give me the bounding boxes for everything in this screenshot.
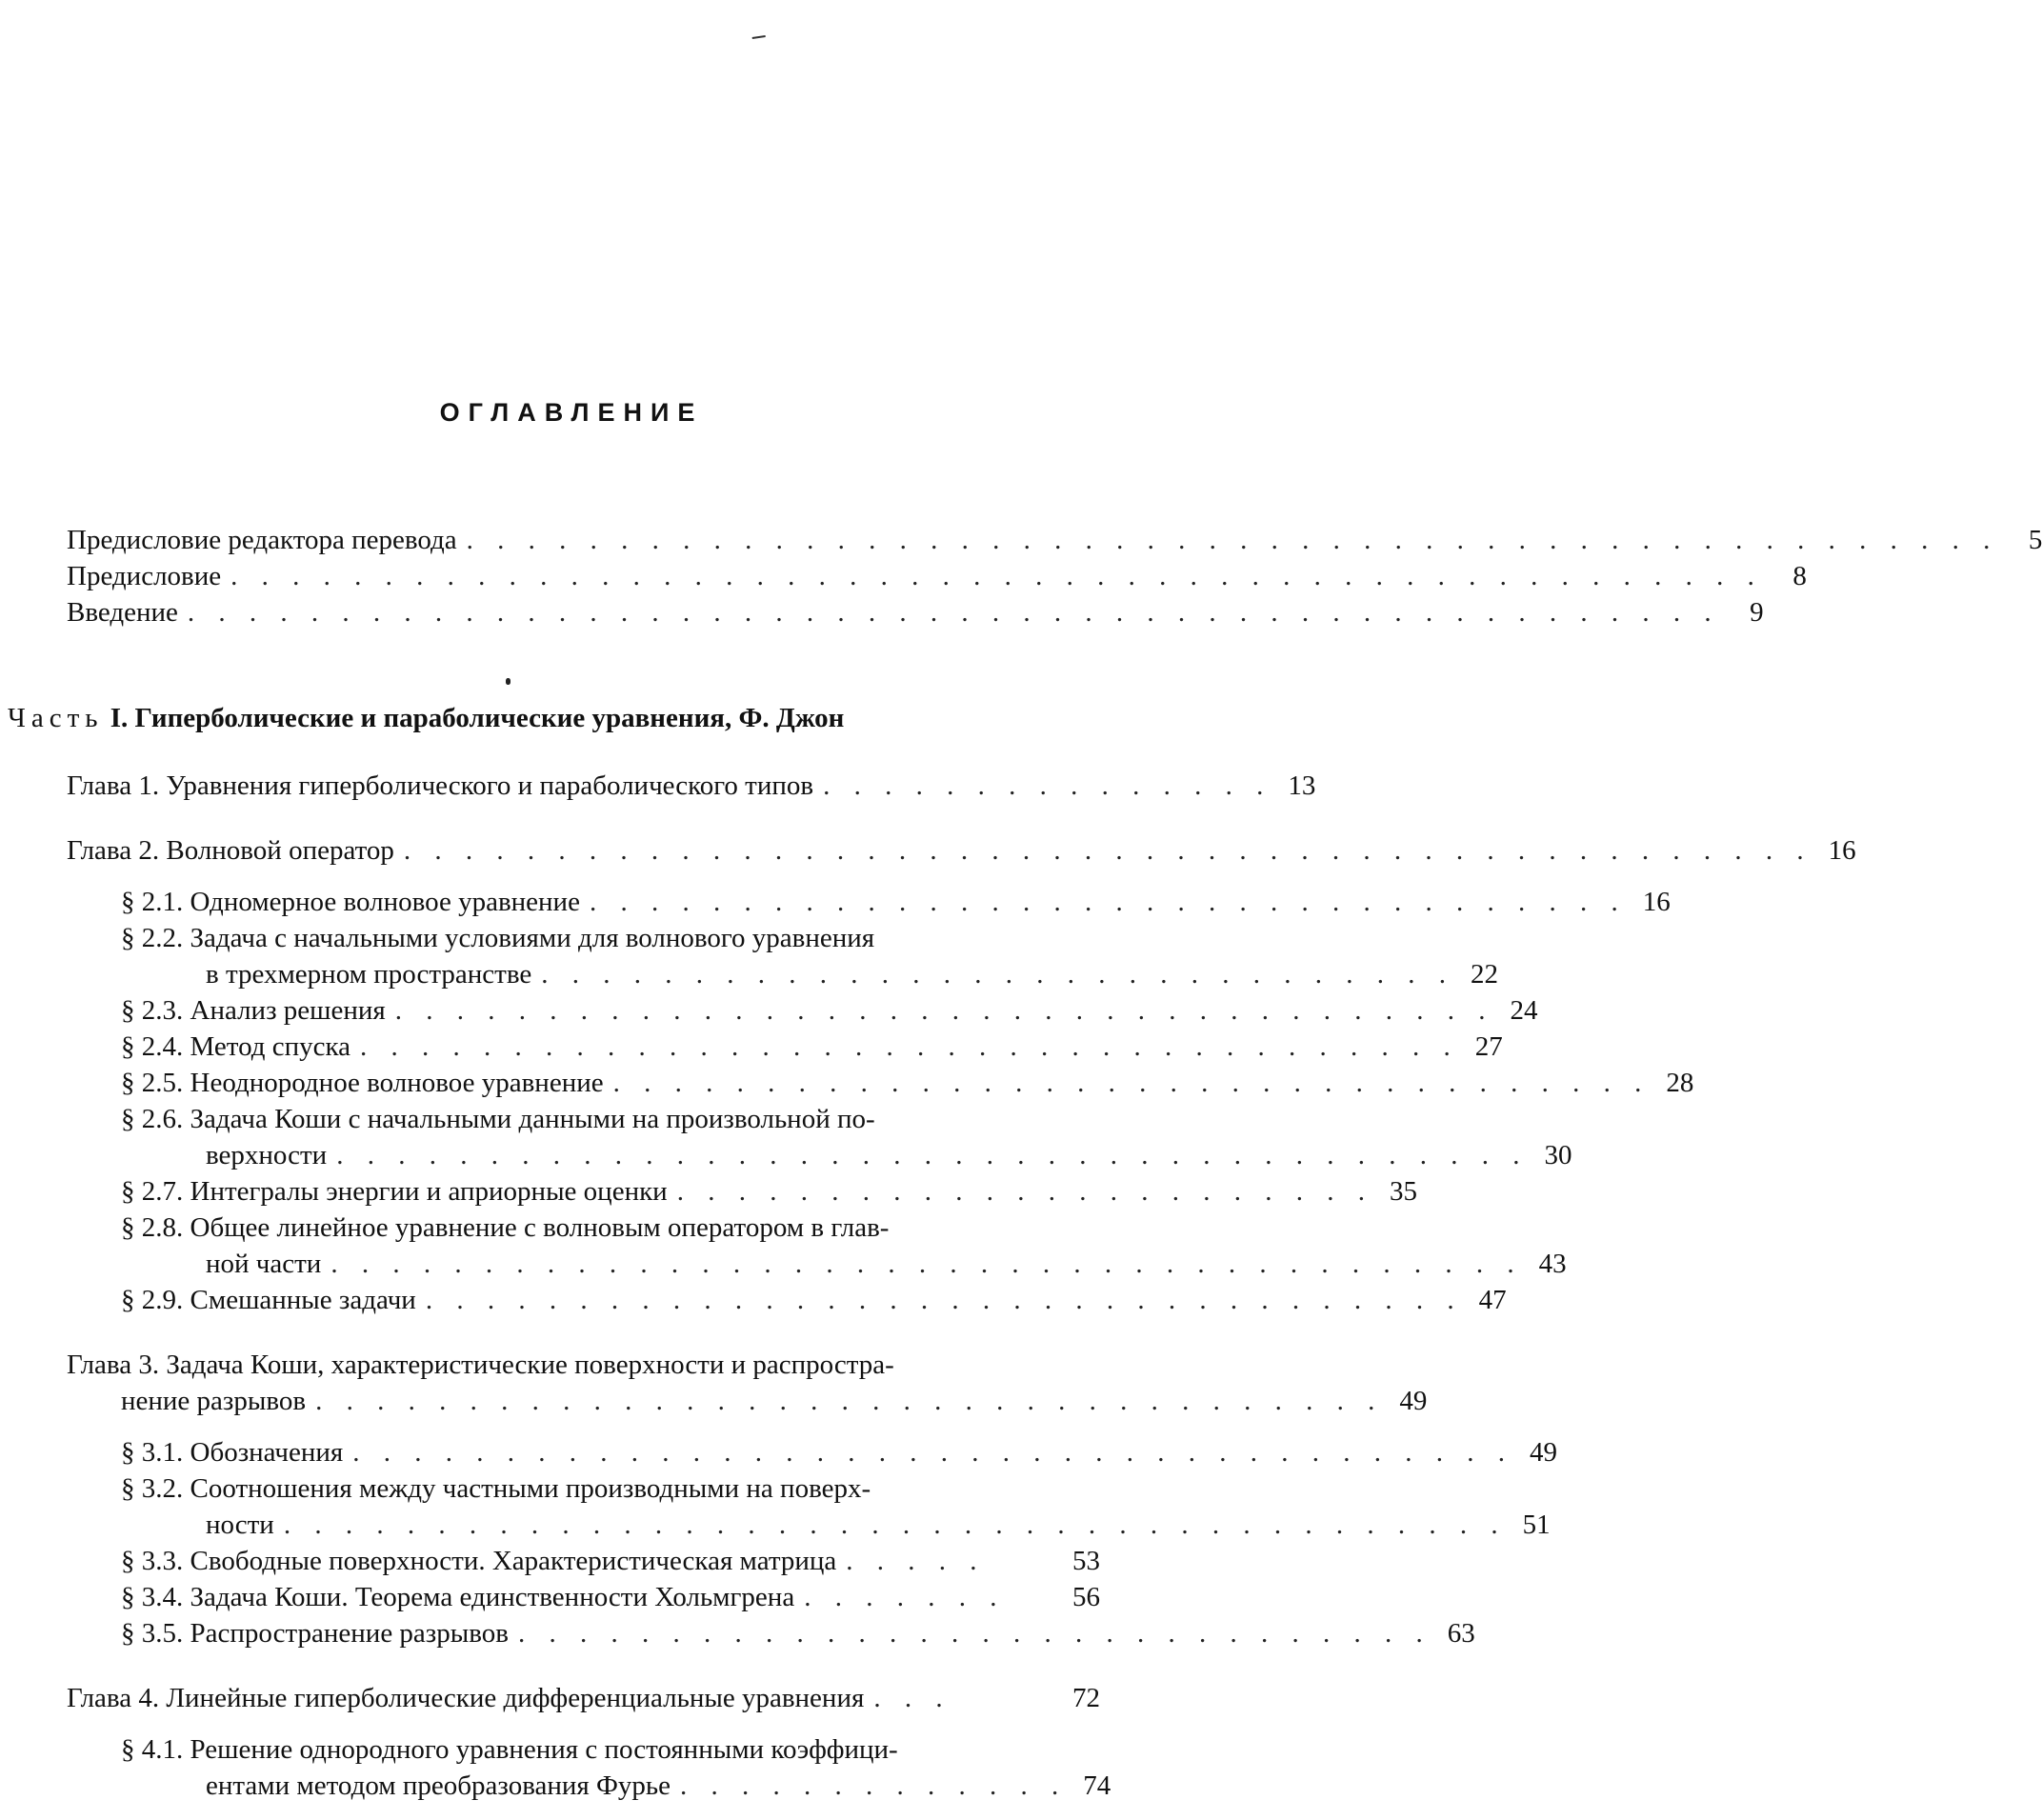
leader-dots: . . . . . . . . . . . . . . . . . . . . . . . . . . . . . . . . . . . . . .: [352, 1437, 1513, 1468]
toc-entry-label: Предисловие редактора перевода: [67, 525, 457, 555]
toc-entry-page: 8: [1792, 561, 1807, 591]
section-page: 47: [1478, 1285, 1507, 1315]
toc-chapter[interactable]: [121, 1383, 1428, 1419]
section-page: 43: [1538, 1249, 1567, 1279]
toc-section[interactable]: [121, 992, 1538, 1029]
toc-section[interactable]: [121, 1029, 1503, 1065]
chapter-label: нение разрывов: [121, 1386, 307, 1416]
leader-dots: . . .: [873, 1683, 951, 1713]
toc-section[interactable]: [206, 1246, 1567, 1282]
stray-dot: [506, 678, 510, 685]
section-label: ной части: [206, 1249, 322, 1279]
stray-mark: [752, 35, 767, 43]
section-label: § 2.5. Неоднородное волновое уравнение: [121, 1068, 604, 1098]
section-label: § 2.3. Анализ решения: [121, 995, 386, 1026]
page-title: ОГЛАВЛЕНИЕ: [439, 398, 704, 427]
section-label: § 2.1. Одномерное волновое уравнение: [121, 887, 580, 917]
section-label-line1[interactable]: § 2.8. Общее линейное уравнение с волновым оператором в глав-: [121, 1212, 890, 1243]
toc-section[interactable]: [121, 1173, 1417, 1210]
leader-dots: . . . . . . . . . . . . . . . . . . . . . . . . . . . . . . . . . . . . . . . . . . . . . . . . . .: [187, 597, 1720, 628]
chapter-page: 16: [1828, 835, 1856, 866]
leader-dots: . . . . . . . . . . . . . . . . . . . . . . . . . . . . . . . . . . . . . . . .: [283, 1510, 1507, 1540]
chapter-page: 13: [1288, 770, 1316, 801]
toc-entry[interactable]: [67, 594, 1764, 630]
toc-chapter[interactable]: [67, 1680, 1100, 1716]
toc-entry[interactable]: [67, 558, 1807, 594]
toc-entry-label: Введение: [67, 597, 178, 628]
part-prefix: Часть: [8, 703, 104, 733]
leader-dots: . . . . . . . . . . . . . . . . . . . . . . . . . . . . . . . . . . . . . . .: [336, 1140, 1529, 1170]
toc-chapter[interactable]: [67, 832, 1856, 869]
leader-dots: . . . . . . . . . . . . . . . . . . . . . . . . . . . . . . . . . . .: [315, 1386, 1384, 1416]
toc-section[interactable]: [121, 1282, 1507, 1318]
leader-dots: . . . . . . . . . . . . . . . . . . . . . . . . . . . . . . . . . . . . . . .: [330, 1249, 1523, 1279]
section-page: 35: [1389, 1176, 1417, 1207]
leader-dots: . . . . . . . . . . . . . . . . . . . . . . . . . . . . . . . . . .: [612, 1068, 1651, 1098]
chapter-page: 49: [1399, 1386, 1428, 1416]
leader-dots: . . . . . . . . . . . . . . . . . . . . . . . . . . . . . . . . . . . . . . . . . . . . . . . . . .: [230, 561, 1763, 591]
leader-dots: . . . . . . . . . . . . . . . . . . . . . . . . . . . . . . . . . . . . . . . . . . . . . . . . . .: [466, 525, 1999, 555]
section-label: § 2.4. Метод спуска: [121, 1031, 351, 1062]
toc-entry-page: 9: [1750, 597, 1764, 628]
section-page: 49: [1529, 1437, 1557, 1468]
part-heading[interactable]: [8, 703, 844, 734]
toc-section[interactable]: [206, 1137, 1572, 1173]
section-page: 56: [1072, 1582, 1100, 1612]
toc-section[interactable]: [206, 1768, 1111, 1804]
toc-chapter[interactable]: [67, 768, 1316, 804]
section-label: § 3.4. Задача Коши. Теорема единственности Хольмгрена: [121, 1582, 795, 1612]
toc-entry-label: Предисловие: [67, 561, 222, 591]
leader-dots: . . . . . . . . . . . . . . . . . . . . . . . . . . . . . . . . . . . .: [394, 995, 1494, 1026]
leader-dots: . . . . . . .: [804, 1582, 1006, 1612]
section-page: 30: [1544, 1140, 1572, 1170]
section-label: § 3.1. Обозначения: [121, 1437, 344, 1468]
chapter-label: Глава 1. Уравнения гиперболического и параболического типов: [67, 770, 814, 801]
chapter-label-line1[interactable]: Глава 3. Задача Коши, характеристические поверхности и распростра-: [67, 1350, 894, 1380]
toc-section[interactable]: [121, 1434, 1557, 1470]
chapter-label: Глава 2. Волновой оператор: [67, 835, 394, 866]
leader-dots: . . . . . . . . . . . . . . . . . . . . . . . . . . . . . . . . . . . . . . . . . . . . . .: [403, 835, 1812, 866]
section-label-line1[interactable]: § 2.2. Задача с начальными условиями для волнового уравнения: [121, 923, 875, 953]
toc-section[interactable]: [206, 1507, 1551, 1543]
toc-section[interactable]: [121, 1579, 1100, 1615]
section-page: 51: [1522, 1510, 1551, 1540]
toc-section[interactable]: [121, 1615, 1475, 1651]
leader-dots: . . . . . . . . . . . . . . . . . . . . . . .: [676, 1176, 1373, 1207]
section-label: § 2.9. Смешанные задачи: [121, 1285, 416, 1315]
toc-section[interactable]: [206, 956, 1498, 992]
leader-dots: . . . . .: [846, 1546, 986, 1576]
leader-dots: . . . . . . . . . . . . . . . . . . . . . . . . . . . . . . . . . .: [589, 887, 1627, 917]
section-page: 24: [1510, 995, 1538, 1026]
section-label-line1[interactable]: § 2.6. Задача Коши с начальными данными на произвольной по-: [121, 1104, 875, 1134]
section-page: 63: [1447, 1618, 1475, 1649]
section-label: в трехмерном пространстве: [206, 959, 532, 990]
chapter-page: 72: [1072, 1683, 1100, 1713]
toc-section[interactable]: [121, 1065, 1694, 1101]
section-page: 74: [1083, 1770, 1111, 1801]
leader-dots: . . . . . . . . . . . . . . . . . . . . . . . . . . . . . . . . . . . .: [360, 1031, 1459, 1062]
toc-entry-page: 5: [2028, 525, 2042, 555]
section-label: ентами методом преобразования Фурье: [206, 1770, 671, 1801]
section-label-line1[interactable]: § 4.1. Решение однородного уравнения с постоянными коэффици-: [121, 1734, 898, 1765]
section-label: § 3.3. Свободные поверхности. Характеристическая матрица: [121, 1546, 837, 1576]
section-page: 53: [1072, 1546, 1100, 1576]
section-label-line1[interactable]: § 3.2. Соотношения между частными производными на поверх-: [121, 1473, 871, 1504]
section-label: § 2.7. Интегралы энергии и априорные оценки: [121, 1176, 668, 1207]
leader-dots: . . . . . . . . . . . . . . . . . . . . . . . . . . . . . .: [541, 959, 1454, 990]
leader-dots: . . . . . . . . . . . . . . . . . . . . . . . . . . . . . .: [517, 1618, 1431, 1649]
section-page: 28: [1666, 1068, 1694, 1098]
section-page: 27: [1474, 1031, 1503, 1062]
section-label: ности: [206, 1510, 274, 1540]
leader-dots: . . . . . . . . . . . . .: [680, 1770, 1068, 1801]
toc-entry[interactable]: [67, 522, 2042, 558]
toc-section[interactable]: [121, 884, 1671, 920]
section-label: верхности: [206, 1140, 328, 1170]
chapter-label: Глава 4. Линейные гиперболические дифференциальные уравнения: [67, 1683, 865, 1713]
toc-section[interactable]: [121, 1543, 1100, 1579]
leader-dots: . . . . . . . . . . . . . . .: [823, 770, 1272, 801]
section-label: § 3.5. Распространение разрывов: [121, 1618, 509, 1649]
section-page: 22: [1470, 959, 1498, 990]
part-title: I. Гиперболические и параболические уравнения, Ф. Джон: [110, 703, 845, 733]
leader-dots: . . . . . . . . . . . . . . . . . . . . . . . . . . . . . . . . . .: [425, 1285, 1463, 1315]
section-page: 16: [1642, 887, 1671, 917]
